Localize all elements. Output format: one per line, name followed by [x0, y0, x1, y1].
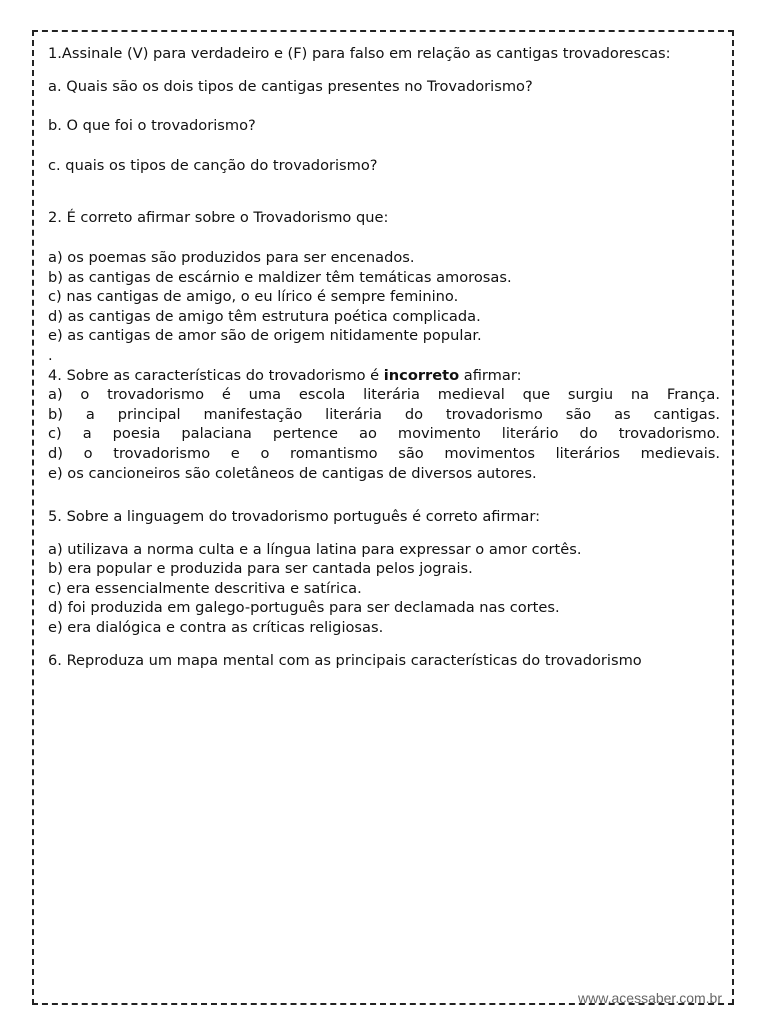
worksheet-border: [32, 30, 734, 1005]
question-2-prompt: 2. É correto afirmar sobre o Trovadorismo que:: [48, 209, 389, 227]
question-5-prompt: 5. Sobre a linguagem do trovadorismo português é correto afirmar:: [48, 508, 541, 526]
question-2-option-d: d) as cantigas de amigo têm estrutura poética complicada.: [48, 307, 481, 325]
question-1-item-c: c. quais os tipos de canção do trovadorismo?: [48, 156, 378, 174]
question-4-option-e: e) os cancioneiros são coletâneos de cantigas de diversos autores.: [48, 464, 537, 482]
question-5-option-d: d) foi produzida em galego-português para ser declamada nas cortes.: [48, 599, 560, 617]
footer-website: www.acessaber.com.br: [578, 990, 722, 1006]
question-4-prompt: [48, 366, 720, 386]
question-5-option-a: a) utilizava a norma culta e a língua latina para expressar o amor cortês.: [48, 540, 582, 558]
question-2-option-b: b) as cantigas de escárnio e maldizer têm temáticas amorosas.: [48, 268, 512, 286]
question-5-option-c: c) era essencialmente descritiva e satírica.: [48, 579, 362, 597]
question-4-option-c: c) a poesia palaciana pertence ao movimento literário do trovadorismo.: [48, 425, 720, 443]
question-4-prompt-start: 4. Sobre as características do trovadorismo é: [48, 366, 384, 384]
question-5-option-e: e) era dialógica e contra as críticas religiosas.: [48, 619, 384, 637]
question-4-option-a: a) o trovadorismo é uma escola literária medieval que surgiu na França.: [48, 386, 720, 404]
stray-period: .: [48, 346, 53, 364]
question-4-prompt-end: afirmar:: [459, 366, 522, 384]
question-1-item-a: a. Quais são os dois tipos de cantigas presentes no Trovadorismo?: [48, 77, 533, 95]
question-2-option-c: c) nas cantigas de amigo, o eu lírico é sempre feminino.: [48, 288, 459, 306]
question-2-option-a: a) os poemas são produzidos para ser encenados.: [48, 248, 415, 266]
question-2-option-e: e) as cantigas de amor são de origem nitidamente popular.: [48, 327, 482, 345]
question-5-option-b: b) era popular e produzida para ser cantada pelos jograis.: [48, 560, 473, 578]
question-4-emphasis: incorreto: [383, 366, 460, 384]
question-1-prompt: 1.Assinale (V) para verdadeiro e (F) para falso em relação as cantigas trovadorescas:: [48, 45, 671, 62]
question-4-option-b: b) a principal manifestação literária do trovadorismo são as cantigas.: [48, 405, 720, 423]
worksheet-content: [48, 44, 720, 670]
question-1-item-b: b. O que foi o trovadorismo?: [48, 117, 256, 135]
question-4-option-d: d) o trovadorismo e o romantismo são movimentos literários medievais.: [48, 444, 720, 462]
question-6-prompt: 6. Reproduza um mapa mental com as principais características do trovadorismo: [48, 651, 642, 669]
